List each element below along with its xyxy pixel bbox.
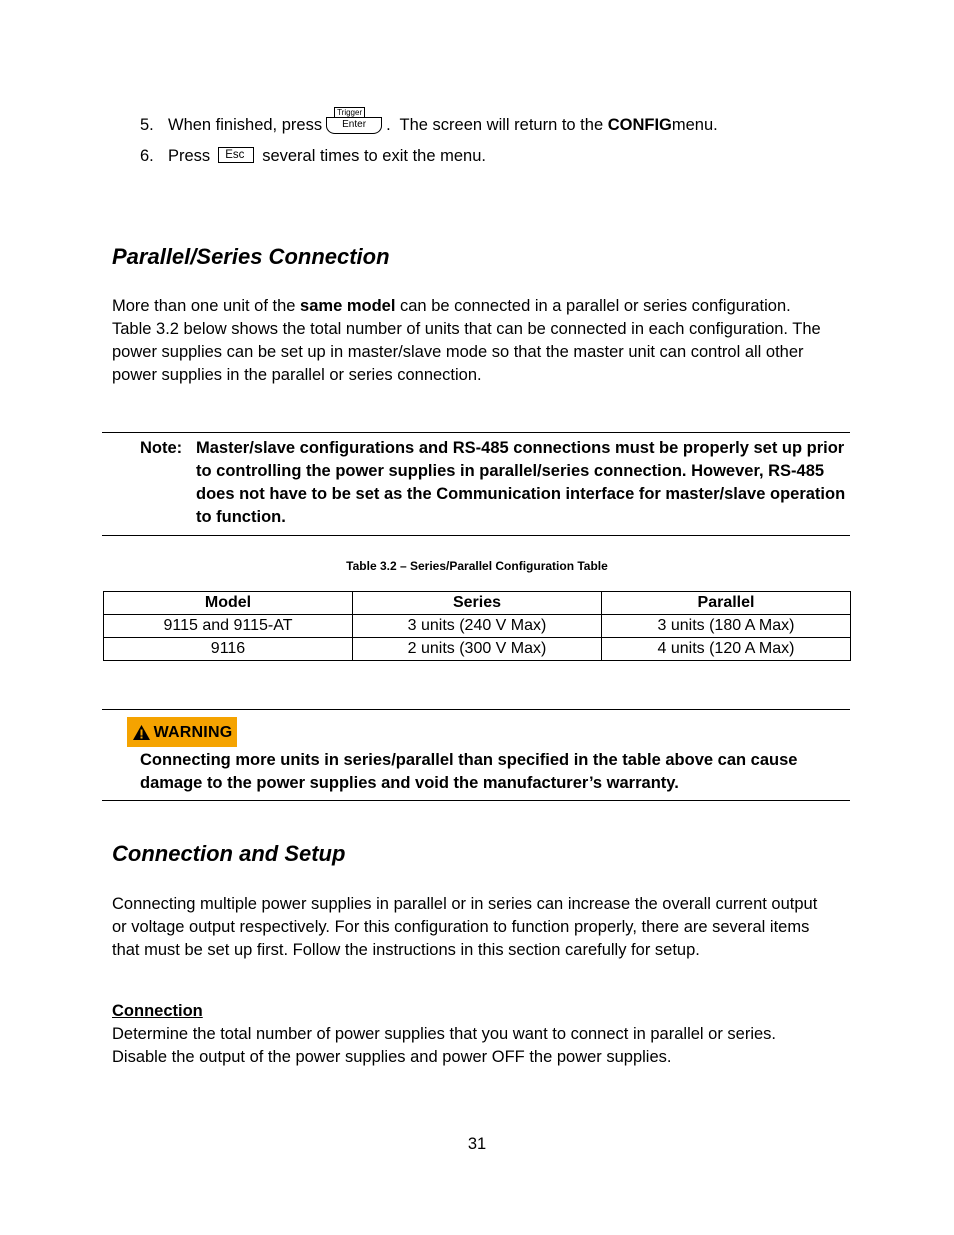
table-cell: 2 units (300 V Max)	[353, 638, 602, 661]
para-bold: same model	[300, 297, 396, 315]
table-row	[104, 615, 851, 638]
table-row	[104, 638, 851, 661]
config-menu-name: CONFIG	[607, 116, 672, 134]
step-number: 5.	[140, 116, 154, 134]
note-block	[140, 437, 850, 529]
step-6	[140, 144, 860, 168]
note-text: Master/slave configurations and RS-485 connections must be properly set up prior to controlling the power supplies in parallel/series connection. However, RS-485 does not have to be set as the Communication interface for master/slave operation to function.	[196, 439, 846, 526]
table-header-row	[104, 592, 851, 615]
column-header-parallel: Parallel	[602, 592, 851, 615]
step-text: menu.	[671, 116, 718, 134]
step-text: Press	[168, 147, 211, 165]
step-text: When finished, press	[168, 116, 323, 134]
subsection-connection	[112, 1000, 832, 1069]
para-text: can be connected in a parallel or series configuration. Table 3.2 below shows the total number of units that can be connected in each configuration. The power supplies can be set up in master/slave mode so that the master unit can control all other power supplies in the parallel or series connection.	[112, 297, 821, 384]
table-cell: 3 units (240 V Max)	[353, 615, 602, 638]
subsection-paragraph: Determine the total number of power supplies that you want to connect in parallel or series. Disable the output of the power supplies and power OFF the power supplies.	[112, 1025, 777, 1066]
step-text: . The screen will return to the	[386, 116, 608, 134]
note-top-rule	[102, 432, 850, 433]
table-cell: 3 units (180 A Max)	[602, 615, 851, 638]
subsection-heading: Connection	[112, 1002, 203, 1020]
trigger-enter-key	[326, 108, 382, 137]
warning-text: Connecting more units in series/parallel than specified in the table above can cause damage to the power supplies and void the manufacturer’s warranty.	[140, 751, 798, 792]
trigger-key-label: Trigger	[334, 107, 365, 117]
note-label: Note:	[140, 439, 183, 457]
step-text: several times to exit the menu.	[262, 147, 486, 165]
warning-top-rule	[102, 709, 850, 710]
section-title: Parallel/Series Connection	[112, 244, 390, 269]
section-title: Connection and Setup	[112, 841, 346, 866]
step-list	[140, 108, 860, 175]
warning-badge	[127, 717, 237, 747]
para-text: More than one unit of the	[112, 297, 301, 315]
column-header-series: Series	[353, 592, 602, 615]
table-caption: Table 3.2 – Series/Parallel Configuration Table	[346, 559, 608, 573]
table-cell: 4 units (120 A Max)	[602, 638, 851, 661]
warning-badge-label: WARNING	[153, 723, 233, 741]
esc-key-label: Esc	[218, 147, 254, 163]
step-number: 6.	[140, 147, 154, 165]
warning-bottom-rule	[102, 800, 850, 801]
column-header-model: Model	[104, 592, 353, 615]
note-bottom-rule	[102, 535, 850, 536]
step-5	[140, 108, 860, 137]
page-number: 31	[467, 1135, 487, 1153]
table-cell: 9115 and 9115-AT	[104, 615, 353, 638]
warning-triangle-icon	[132, 724, 151, 741]
section-paragraph	[112, 295, 832, 387]
enter-key-label: Enter	[326, 117, 382, 134]
config-table	[103, 591, 851, 661]
esc-key	[218, 149, 254, 168]
table-cell: 9116	[104, 638, 353, 661]
section-paragraph: Connecting multiple power supplies in parallel or in series can increase the overall current output or voltage output respectively. For this configuration to function properly, there are several items that must be set up first. Follow the instructions in this section carefully for setup.	[112, 895, 818, 959]
